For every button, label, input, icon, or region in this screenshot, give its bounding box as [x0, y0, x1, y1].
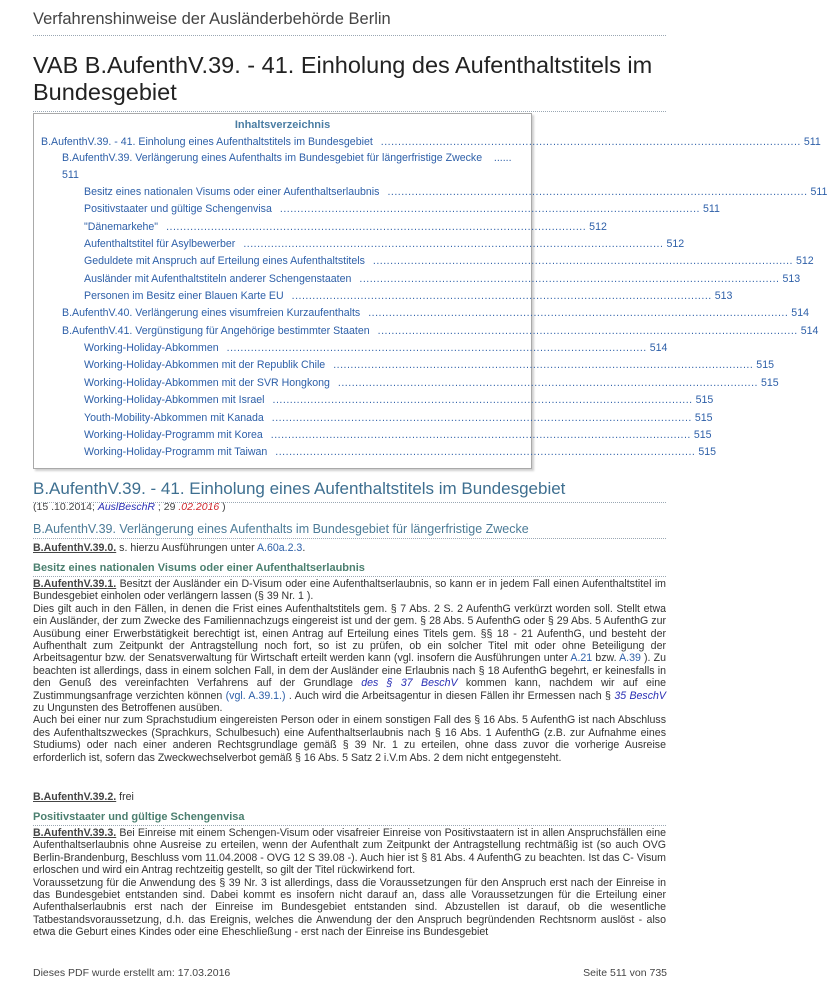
toc-entry-title: B.AufenthV.41. Vergünstigung für Angehörige bestimmter Staaten — [62, 325, 370, 337]
paragraph-39-1: B.AufenthV.39.1. Besitzt der Ausländer ein D-Visum oder eine Aufenthaltserlaubnis, so kann er in jedem Fall einen Aufenthaltstitel im Bundesgebiet einholen oder verlängern lassen (§ 39 Nr. 1 ). Dies gilt auch in den Fällen, in denen die Frist eines Aufenthaltstitels gem. § 7 Abs. 2 S. 2 AufenthG verkürzt worden soll. Stellt etwa ein Ausländer, der zum Zwecke des Familiennachzugs eingereist ist und der gem. § 28 Abs. 5 AufenthG oder § 29 Abs. 5 AufenthG zur Ausübung einer Erwerbstätigkeit berechtigt ist, einen Antrag auf Erteilung eines Titels gem. §§ 18 - 21 AufenthG, und besteht der Aufhenthalt zum Zeitpunkt der Antragstellung noch fort, so ist zu prüfen, ob ein solcher Titel mit oder ohne Beteiligung der Arbeitsagentur bzw. der Senatsverwaltung für Wirtschaft erteilt werden kann (vgl. insofern die Ausführungen unter A.21 bzw. A.39 ). Zu beachten ist allerdings, dass in einem solchen Fall, in dem der Ausländer eine Erlaubnis nach § 18 AufenthG begehrt, er keinesfalls in den Genuß des vereinfachten Verfahrens auf der Grundlage des § 37 BeschV kommen kann, nachdem wir auf eine Zustimmungsanfrage verzichten können (vgl. A.39.1.) . Auch wird die Arbeitsagentur in diesen Fällen ihr Ermessen nach § 35 BeschV zu Ungunsten des Betroffenen ausüben. Auch bei einer nur zum Sprachstudium eingereisten Person oder in einem sonstigen Fall des § 16 Abs. 5 AufenthG ist nach Abschluss des Aufenthaltszweckes (Sprachkurs, Schulbesuch) eine Aufenthaltserlaubnis nach § 16 Abs. 1 AufenthG (z.B. zur Aufnahme eines Studiums) oder nach einer anderen Rechtsgrundlage gemäß § 39 Nr. 1 zu erteilen, ohne dass zuvor die vorherige Ausreise erforderlich ist, sofern das Zweckwechselverbot gemäß § 16 Abs. 5 Satz 2 i.V.m Abs. 2 dem nicht entgegensteht. — [33, 578, 666, 764]
toc-entry-title: Ausländer mit Aufenthaltstiteln anderer Schengenstaaten — [84, 273, 352, 285]
table-of-contents — [33, 113, 827, 469]
paragraph-label: B.AufenthV.39.3. — [33, 827, 117, 839]
paragraph-39-3: B.AufenthV.39.3. Bei Einreise mit einem Schengen-Visum oder visafreier Einreise von Positivstaatern ist in allen Anspruchsfällen eine Aufenthaltserlaubnis ohne Ausreise zu erteilen, wenn der Aufenthalt zum Zeitpunkt der Antragstellung rechtmäßig ist (so auch OVG Berlin-Brandenburg, Beschluss vom 11.04.2008 - OVG 12 S 39.08 -). Auch hier ist § 81 Abs. 4 AufenthG zu beachten. Ist das C- Visum erloschen und wird ein Antrag rechtzeitig gestellt, so gilt der Titel rückwirkend fort. Voraussetzung für die Anwendung des § 39 Nr. 3 ist allerdings, dass die Voraussetzungen für den Anspruch erst nach der Einreise in das Bundesgebiet entstanden sind. Dabei kommt es insofern nicht darauf an, dass alle Voraussetzungen für die Erteilung einer Aufenthalserlaubnis erst nach der Einreise im Bundesgebiet entstanden sind. Abzustellen ist darauf, ob die wesentliche Tatbestandsvoraussetzung, d.h. das Ereignis, welches die Anwendung der den Anspruch begründenden Rechtsnorm auslöst - also etwa die Geburt eines Kindes oder eine Eheschließung - erst nach der Einreise ins Bundesgebiet — [33, 827, 666, 939]
toc-entry-title: Working-Holiday-Abkommen mit Israel — [84, 394, 265, 406]
header-title: Verfahrenshinweise der Ausländerbehörde Berlin — [33, 10, 391, 28]
reference-link[interactable]: des § 37 BeschV — [361, 677, 458, 690]
toc-entry[interactable]: Youth-Mobility-Abkommen mit Kanada .......................................................................................................................... 515 — [84, 412, 713, 424]
toc-entry[interactable]: B.AufenthV.39. Verlängerung eines Aufenthalts im Bundesgebiet für längerfristige Zwecke ...... 511 — [62, 152, 512, 181]
toc-entry-title: Positivstaater und gültige Schengenvisa — [84, 203, 272, 215]
toc-entry[interactable]: Working-Holiday-Abkommen mit Israel .......................................................................................................................... 515 — [84, 394, 714, 406]
section-meta: (15 .10.2014; AuslBeschR ; 29 .02.2016 ) — [33, 501, 226, 513]
toc-entry[interactable]: Working-Holiday-Abkommen mit der Republik Chile .......................................................................................................................... 515 — [84, 359, 774, 371]
toc-entry[interactable]: Positivstaater und gültige Schengenvisa .......................................................................................................................... 511 — [84, 203, 720, 215]
heading-visa: Besitz eines nationalen Visums oder einer Aufenthaltserlaubnis — [33, 562, 666, 577]
toc-entry-title: "Dänemarkehe" — [84, 221, 159, 233]
paragraph-label: B.AufenthV.39.2. — [33, 791, 117, 803]
toc-entry-page: 511 — [810, 186, 827, 198]
toc-entry-title: Youth-Mobility-Abkommen mit Kanada — [84, 412, 264, 424]
toc-entry[interactable]: Working-Holiday-Programm mit Taiwan .......................................................................................................................... 515 — [84, 446, 717, 458]
toc-entry-title: Working-Holiday-Abkommen mit der SVR Hongkong — [84, 377, 330, 389]
toc-entry-title: Working-Holiday-Programm mit Korea — [84, 429, 263, 441]
toc-entry[interactable]: Geduldete mit Anspruch auf Erteilung eines Aufenthaltstitels .......................................................................................................................... 512 — [84, 255, 814, 267]
reference-link[interactable]: A.39 — [619, 652, 641, 665]
paragraph-label: B.AufenthV.39.0. — [33, 542, 117, 554]
footer-page-number: Seite 511 von 735 — [583, 967, 667, 979]
section-title: B.AufenthV.39. - 41. Einholung eines Aufenthaltstitels im Bundesgebiet — [33, 479, 666, 503]
toc-entry-page: 511 — [702, 203, 720, 215]
toc-entry-page: 511 — [62, 169, 79, 181]
toc-entry-page: 515 — [695, 394, 714, 406]
toc-entry-title: Working-Holiday-Abkommen — [84, 342, 219, 354]
toc-entry[interactable]: B.AufenthV.40. Verlängerung eines visumfreien Kurzaufenthalts .......................................................................................................................... 514 — [62, 307, 809, 319]
toc-entry-title: Besitz eines nationalen Visums oder einer Aufenthaltserlaubnis — [84, 186, 380, 198]
toc-entry-title: Aufenthaltstitel für Asylbewerber — [84, 238, 236, 250]
heading-positiv: Positivstaater und gültige Schengenvisa — [33, 811, 666, 826]
toc-entry-title: Personen im Besitz einer Blauen Karte EU — [84, 290, 284, 302]
footer-created-date: Dieses PDF wurde erstellt am: 17.03.2016 — [33, 967, 231, 979]
toc-entry-page: 513 — [714, 290, 733, 302]
toc-entry-page: 515 — [693, 429, 712, 441]
toc-entry-page: 514 — [649, 342, 668, 354]
toc-entry-page: 514 — [791, 307, 809, 319]
law-link[interactable]: AuslBeschR — [97, 501, 156, 513]
toc-entry-title: B.AufenthV.39. - 41. Einholung eines Aufenthaltstitels im Bundesgebiet — [41, 136, 373, 148]
toc-entry[interactable]: Besitz eines nationalen Visums oder einer Aufenthaltserlaubnis .......................................................................................................................... 511 — [84, 186, 827, 198]
reference-link[interactable]: A.60a.2.3 — [256, 542, 303, 554]
toc-entry-page: 512 — [666, 238, 685, 250]
toc-entry[interactable]: "Dänemarkehe" .......................................................................................................................... 512 — [84, 221, 607, 233]
reference-link[interactable]: (vgl. A.39.1.) — [225, 689, 286, 702]
document-header — [33, 10, 666, 36]
toc-entry-page: 511 — [803, 136, 821, 148]
toc-entry-title: B.AufenthV.39. Verlängerung eines Aufenthalts im Bundesgebiet für längerfristige Zwecke — [62, 152, 483, 164]
toc-entry[interactable]: Working-Holiday-Abkommen .......................................................................................................................... 514 — [84, 342, 668, 354]
page-title: VAB B.AufenthV.39. - 41. Einholung des Aufenthaltstitels im Bundesgebiet — [33, 52, 666, 112]
toc-entry-title: Geduldete mit Anspruch auf Erteilung eines Aufenthaltstitels — [84, 255, 365, 267]
toc-entry-title: B.AufenthV.40. Verlängerung eines visumfreien Kurzaufenthalts — [62, 307, 361, 319]
toc-entry-page: 512 — [796, 255, 814, 267]
reference-link[interactable]: 35 BeschV — [614, 689, 666, 702]
toc-entry-page: 512 — [589, 221, 607, 233]
toc-entry-title: Working-Holiday-Programm mit Taiwan — [84, 446, 268, 458]
toc-entry-title: Working-Holiday-Abkommen mit der Republik Chile — [84, 359, 326, 371]
reference-link[interactable]: A.21 — [570, 652, 593, 665]
paragraph-label: B.AufenthV.39.1. — [33, 578, 117, 590]
toc-entry-page: 514 — [800, 325, 819, 337]
toc-entry[interactable]: Working-Holiday-Programm mit Korea .......................................................................................................................... 515 — [84, 429, 712, 441]
toc-entry[interactable]: B.AufenthV.39. - 41. Einholung eines Aufenthaltstitels im Bundesgebiet .......................................................................................................................... 511 — [41, 136, 821, 148]
toc-entry[interactable]: Personen im Besitz einer Blauen Karte EU .......................................................................................................................... 513 — [84, 290, 733, 302]
toc-entry-page: 515 — [698, 446, 717, 458]
toc-entry-page: 515 — [756, 359, 774, 371]
toc-heading: Inhaltsverzeichnis — [234, 119, 331, 131]
subsection-title: B.AufenthV.39. Verlängerung eines Aufenthalts im Bundesgebiet für längerfristige Zwecke — [33, 522, 666, 539]
paragraph-39-2: B.AufenthV.39.2. frei — [33, 791, 134, 803]
toc-entry-page: 513 — [782, 273, 801, 285]
paragraph-39-0: B.AufenthV.39.0. s. hierzu Ausführungen unter A.60a.2.3. — [33, 542, 306, 554]
toc-entry[interactable]: Aufenthaltstitel für Asylbewerber .......................................................................................................................... 512 — [84, 238, 685, 250]
toc-entry[interactable]: Working-Holiday-Abkommen mit der SVR Hongkong .......................................................................................................................... 515 — [84, 377, 779, 389]
toc-entry[interactable]: B.AufenthV.41. Vergünstigung für Angehörige bestimmter Staaten .......................................................................................................................... 514 — [62, 325, 819, 337]
toc-entry[interactable]: Ausländer mit Aufenthaltstiteln anderer Schengenstaaten .......................................................................................................................... 513 — [84, 273, 801, 285]
toc-entry-page: 515 — [694, 412, 713, 424]
toc-entry-page: 515 — [761, 377, 779, 389]
